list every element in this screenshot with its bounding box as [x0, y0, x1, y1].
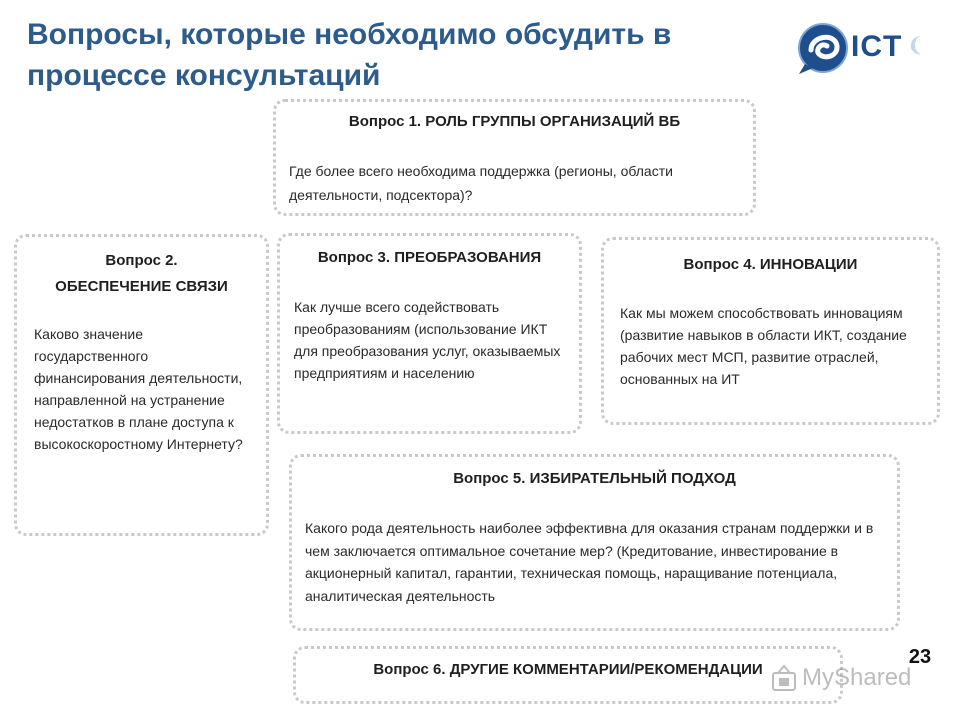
- question-4-text: Как мы можем способствовать инновациям (развитие навыков в области ИКТ, создание рабочих мест МСП, развитие отраслей, основанных на ИТ: [620, 305, 907, 387]
- myshared-watermark: [770, 662, 930, 694]
- question-2-heading-topic: ОБЕСПЕЧЕНИЕ СВЯЗИ: [55, 278, 228, 295]
- question-1-text: Где более всего необходима поддержка (регионы, области деятельности, подсектора)?: [289, 163, 673, 203]
- question-3-heading: Вопрос 3. ПРЕОБРАЗОВАНИЯ: [317, 249, 542, 266]
- question-2-text: Каково значение государственного финансирования деятельности, направленной на устранение недостатков в плане доступа к высокоскоростному Интернету?: [34, 326, 243, 452]
- watermark-text: MyShared: [802, 664, 912, 691]
- watermark-logo-icon: [770, 663, 798, 693]
- question-4-heading: Вопрос 4. ИННОВАЦИИ: [683, 256, 858, 273]
- question-1-heading: Вопрос 1. РОЛЬ ГРУППЫ ОРГАНИЗАЦИЙ ВБ: [348, 113, 681, 130]
- question-6-box: [293, 646, 843, 704]
- question-5-text: Какого рода деятельность наиболее эффективна для оказания странам поддержки и в чем заключается оптимальное сочетание мер? (Кредитование, инвестирование в акционерный капитал, гарантии, техническая помощь, наращивание потенциала, аналитическая деятельность: [305, 520, 874, 604]
- question-2-box: [14, 234, 269, 536]
- slide-title: Вопросы, которые необходимо обсудить в процессе консультаций: [27, 18, 672, 92]
- question-2-heading-number: Вопрос 2.: [105, 252, 178, 269]
- ict-logo: [795, 18, 935, 78]
- logo-text: ICT: [851, 30, 903, 63]
- question-2-heading: [17, 248, 266, 300]
- question-3-box: [277, 233, 582, 434]
- question-4-box: [601, 237, 940, 425]
- question-5-box: [289, 454, 900, 631]
- question-6-heading: Вопрос 6. ДРУГИЕ КОММЕНТАРИИ/РЕКОМЕНДАЦИИ: [373, 661, 763, 678]
- question-5-heading: Вопрос 5. ИЗБИРАТЕЛЬНЫЙ ПОДХОД: [453, 470, 736, 487]
- page-number: 23: [908, 646, 932, 668]
- question-3-text: Как лучше всего содействовать преобразованиям (использование ИКТ для преобразования услуг, оказываемых предприятиям и населению: [294, 299, 561, 381]
- question-1-box: [273, 99, 756, 216]
